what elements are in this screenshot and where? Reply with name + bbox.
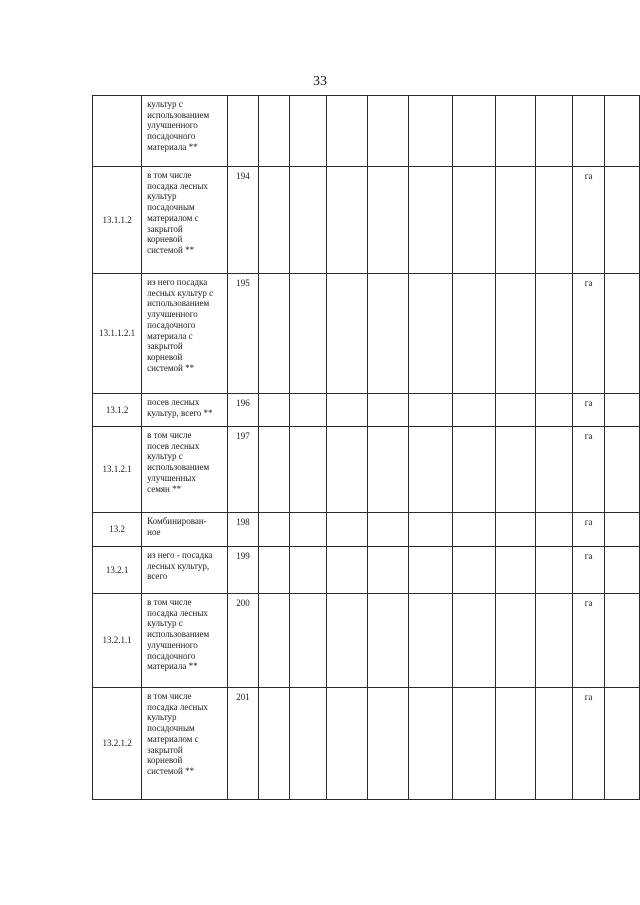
table-cell-empty [535, 427, 572, 513]
table-cell-empty [535, 688, 572, 800]
table-cell-empty [409, 513, 453, 547]
row-description-line: Комбинирован- [147, 516, 207, 526]
table-row [93, 513, 640, 547]
row-description-line: улучшенных [147, 472, 196, 483]
table-cell-empty [409, 547, 453, 594]
row-description-line: системой ** [147, 362, 195, 373]
row-description [142, 688, 228, 800]
row-line-number: 201 [228, 688, 259, 800]
row-description-line: посев лесных [147, 440, 200, 451]
table-cell-empty [605, 513, 640, 547]
table-cell-empty [258, 96, 289, 167]
table-cell-empty [258, 427, 289, 513]
row-description-line: в том числе [147, 430, 192, 440]
table-cell-empty [368, 688, 409, 800]
row-description [142, 167, 228, 274]
table-cell-empty [368, 167, 409, 274]
table-cell-empty [289, 394, 326, 427]
row-description-line: культур [147, 712, 177, 723]
table-cell-empty [409, 274, 453, 394]
row-description [142, 513, 228, 547]
row-description-line: посев лесных [147, 397, 200, 407]
table-cell-empty [496, 96, 535, 167]
row-line-number: 197 [228, 427, 259, 513]
row-unit: га [573, 513, 605, 547]
table-cell-empty [258, 547, 289, 594]
table-cell-empty [453, 513, 496, 547]
table-cell-empty [535, 167, 572, 274]
table-row [93, 274, 640, 394]
table-cell-empty [289, 547, 326, 594]
table-cell-empty [409, 394, 453, 427]
row-description-line: использованием [147, 629, 210, 640]
table-cell-empty [496, 167, 535, 274]
row-description-line: материала ** [147, 141, 198, 152]
row-description-line: в том числе [147, 691, 192, 701]
statistics-table [92, 95, 640, 800]
row-description-line: материала ** [147, 661, 198, 672]
table-row [93, 594, 640, 688]
row-description-line: посадка лесных [147, 607, 208, 618]
row-line-number: 196 [228, 394, 259, 427]
table-cell-empty [368, 96, 409, 167]
row-code: 13.1.1.2.1 [93, 274, 142, 394]
row-code: 13.2 [93, 513, 142, 547]
row-unit [573, 96, 605, 167]
row-description-line: культур с [147, 451, 183, 462]
table-cell-empty [327, 688, 368, 800]
page-number: 33 [313, 74, 327, 89]
row-description-line: использованием [147, 109, 210, 120]
row-description-line: посадка лесных [147, 701, 208, 712]
row-description-line: использованием [147, 298, 210, 309]
row-line-number: 195 [228, 274, 259, 394]
row-description-line: ное [147, 526, 161, 537]
table-cell-empty [327, 513, 368, 547]
row-code: 13.1.2.1 [93, 427, 142, 513]
row-description-line: использованием [147, 462, 210, 473]
row-description-line: всего [147, 571, 168, 582]
table-cell-empty [289, 274, 326, 394]
table-cell-empty [605, 274, 640, 394]
table-cell-empty [258, 394, 289, 427]
table-cell-empty [289, 427, 326, 513]
table-cell-empty [453, 688, 496, 800]
row-description-line: посадочного [147, 131, 196, 142]
table-cell-empty [258, 513, 289, 547]
table-cell-empty [368, 427, 409, 513]
row-description-line: культур с [147, 99, 183, 109]
row-description-line: улучшенного [147, 309, 198, 320]
table-row [93, 167, 640, 274]
table-cell-empty [258, 274, 289, 394]
table-cell-empty [496, 394, 535, 427]
row-unit: га [573, 594, 605, 688]
table-cell-empty [289, 167, 326, 274]
table-cell-empty [535, 96, 572, 167]
table-cell-empty [605, 688, 640, 800]
row-description-line: лесных культур с [147, 287, 214, 298]
table-cell-empty [605, 167, 640, 274]
row-description-line: улучшенного [147, 639, 198, 650]
table-cell-empty [535, 274, 572, 394]
row-description-line: посадочного [147, 650, 196, 661]
row-description-line: семян ** [147, 483, 182, 494]
row-description-line: закрытой [147, 223, 183, 234]
row-description-line: из него - посадка [147, 550, 213, 560]
row-code: 13.2.1.2 [93, 688, 142, 800]
row-description-line: корневой [147, 755, 183, 766]
table-cell-empty [453, 594, 496, 688]
row-description-line: посадочным [147, 202, 195, 213]
table-cell-empty [368, 394, 409, 427]
table-cell-empty [409, 96, 453, 167]
row-line-number: 200 [228, 594, 259, 688]
table-cell-empty [453, 274, 496, 394]
table-cell-empty [368, 513, 409, 547]
table-cell-empty [327, 96, 368, 167]
row-description-line: улучшенного [147, 120, 198, 131]
table-cell-empty [258, 167, 289, 274]
table-cell-empty [496, 688, 535, 800]
table-cell-empty [453, 427, 496, 513]
row-description-line: культур с [147, 618, 183, 629]
table-cell-empty [535, 513, 572, 547]
table-cell-empty [496, 513, 535, 547]
row-description-line: системой ** [147, 244, 195, 255]
table-cell-empty [409, 167, 453, 274]
table-cell-empty [605, 394, 640, 427]
table-cell-empty [409, 427, 453, 513]
table-row [93, 427, 640, 513]
table-cell-empty [327, 274, 368, 394]
row-description-line: системой ** [147, 765, 195, 776]
row-unit: га [573, 547, 605, 594]
table-cell-empty [327, 427, 368, 513]
row-description-line: материалом с [147, 212, 199, 223]
row-description-line: культур, всего ** [147, 407, 213, 418]
table-cell-empty [409, 594, 453, 688]
row-line-number: 198 [228, 513, 259, 547]
row-description [142, 274, 228, 394]
table-cell-empty [289, 594, 326, 688]
table-cell-empty [368, 594, 409, 688]
table-cell-empty [605, 594, 640, 688]
row-code: 13.1.1.2 [93, 167, 142, 274]
row-unit: га [573, 688, 605, 800]
row-unit: га [573, 167, 605, 274]
row-code: 13.2.1.1 [93, 594, 142, 688]
table-cell-empty [535, 594, 572, 688]
table-row [93, 547, 640, 594]
row-description-line: закрытой [147, 744, 183, 755]
row-unit: га [573, 394, 605, 427]
row-description-line: посадочным [147, 723, 195, 734]
row-description-line: посадочного [147, 319, 196, 330]
table-body [93, 96, 640, 800]
row-line-number [228, 96, 259, 167]
row-description [142, 96, 228, 167]
table-row [93, 394, 640, 427]
table-cell-empty [289, 513, 326, 547]
table-cell-empty [409, 688, 453, 800]
table-cell-empty [289, 96, 326, 167]
row-line-number: 199 [228, 547, 259, 594]
table-cell-empty [258, 594, 289, 688]
row-description-line: в том числе [147, 170, 192, 180]
table-cell-empty [327, 547, 368, 594]
row-line-number: 194 [228, 167, 259, 274]
table-cell-empty [605, 547, 640, 594]
table-cell-empty [605, 96, 640, 167]
table-cell-empty [535, 547, 572, 594]
table-cell-empty [496, 594, 535, 688]
row-code [93, 96, 142, 167]
row-unit: га [573, 427, 605, 513]
row-description-line: из него посадка [147, 277, 208, 287]
table-cell-empty [605, 427, 640, 513]
row-description-line: корневой [147, 351, 183, 362]
row-code: 13.1.2 [93, 394, 142, 427]
table-cell-empty [258, 688, 289, 800]
table-cell-empty [535, 394, 572, 427]
table-cell-empty [327, 167, 368, 274]
row-code: 13.2.1 [93, 547, 142, 594]
table-cell-empty [453, 167, 496, 274]
table-cell-empty [453, 96, 496, 167]
row-description-line: материала с [147, 330, 193, 341]
table-cell-empty [496, 547, 535, 594]
table-cell-empty [496, 427, 535, 513]
table-cell-empty [289, 688, 326, 800]
row-description-line: посадка лесных [147, 180, 208, 191]
row-description-line: лесных культур, [147, 560, 210, 571]
row-description-line: закрытой [147, 341, 183, 352]
row-description-line: корневой [147, 234, 183, 245]
row-description-line: в том числе [147, 597, 192, 607]
table-cell-empty [368, 547, 409, 594]
table-cell-empty [496, 274, 535, 394]
row-description [142, 394, 228, 427]
table-row [93, 688, 640, 800]
table-cell-empty [327, 594, 368, 688]
row-description-line: материалом с [147, 733, 199, 744]
table-cell-empty [453, 547, 496, 594]
row-description [142, 547, 228, 594]
table-row [93, 96, 640, 167]
row-description [142, 594, 228, 688]
table-cell-empty [327, 394, 368, 427]
row-description-line: культур [147, 191, 177, 202]
row-description [142, 427, 228, 513]
table-cell-empty [368, 274, 409, 394]
table-cell-empty [453, 394, 496, 427]
row-unit: га [573, 274, 605, 394]
